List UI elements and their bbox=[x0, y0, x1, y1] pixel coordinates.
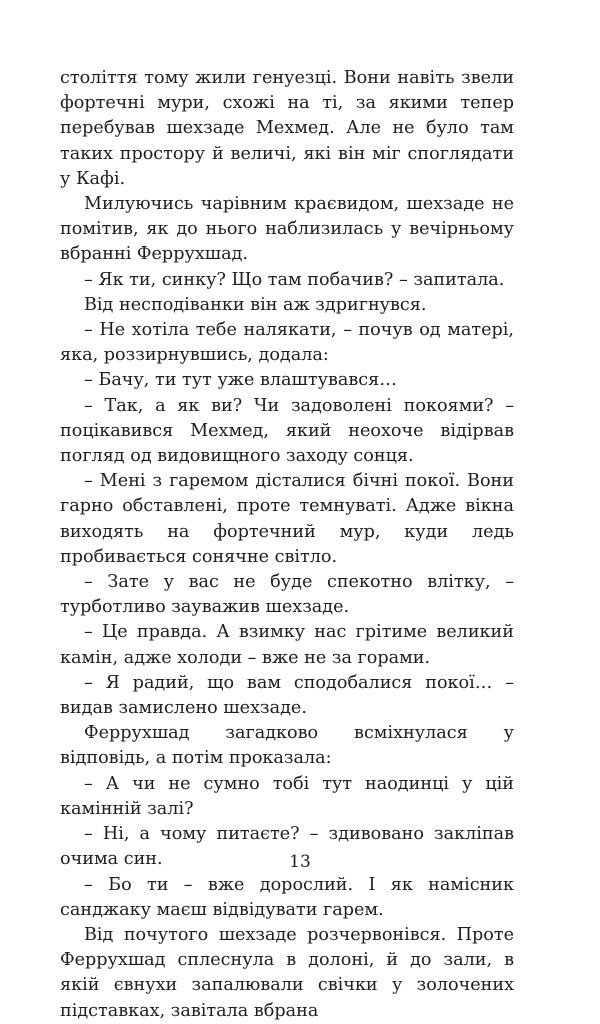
dialogue-line: – Ні, а чому питаєте? – здивовано закліпав очима син. bbox=[60, 824, 514, 870]
paragraph: Милуючись чарівним краєвидом, шехзаде не помітив, як до нього наблизилась у вечірньому вбранні Феррухшад. bbox=[60, 194, 514, 265]
paragraph: Від почутого шехзаде розчервонівся. Проте Феррухшад сплеснула в долоні, й до зали, в якій євнухи запалювали свічки у золочених підставках, завітала вбрана bbox=[60, 924, 514, 1021]
dialogue-line: – Я радий, що вам сподобалися покої… – видав замислено шехзаде. bbox=[60, 672, 514, 719]
dialogue-line: – Зате у вас не буде спекотно влітку, – турботливо зауважив шехзаде. bbox=[60, 572, 514, 618]
paragraph: Від несподіванки він аж здригнувся. bbox=[84, 294, 427, 315]
dialogue-line: – Бачу, ти тут уже влаштувався… bbox=[84, 370, 397, 391]
dialogue-line: – Так, а як ви? Чи задоволені покоями? – поцікавився Мехмед, який неохоче відірвав погляд од видовищного заходу сонця. bbox=[60, 395, 514, 467]
paragraph: століття тому жили генуезці. Вони навіть звели фортечні мури, схожі на ті, за якими тепер перебував шехзаде Мехмед. Але не було там таких простору й величі, які він міг споглядати у Кафі. bbox=[60, 68, 514, 189]
page-body bbox=[60, 66, 514, 1024]
dialogue-line: – Бо ти – вже дорослий. І як намісник санджаку маєш відвідувати гарем. bbox=[60, 874, 514, 920]
dialogue-line: – Як ти, синку? Що там побачив? – запитала. bbox=[84, 269, 505, 290]
dialogue-line: – А чи не сумно тобі тут наодинці у цій камінній залі? bbox=[60, 773, 514, 819]
paragraph: Феррухшад загадково всміхнулася у відповідь, а потім проказала: bbox=[60, 723, 514, 769]
dialogue-line: – Це правда. А взимку нас грітиме великий камін, адже холоди – вже не за горами. bbox=[60, 622, 514, 668]
dialogue-line: – Не хотіла тебе налякати, – почув од матері, яка, роззирнувшись, додала: bbox=[60, 320, 514, 366]
page-number: 13 bbox=[289, 852, 311, 872]
dialogue-line: – Мені з гаремом дісталися бічні покої. Вони гарно обставлені, проте темнуваті. Адже вікна виходять на фортечний мур, куди ледь пробивається сонячне світло. bbox=[60, 471, 514, 567]
